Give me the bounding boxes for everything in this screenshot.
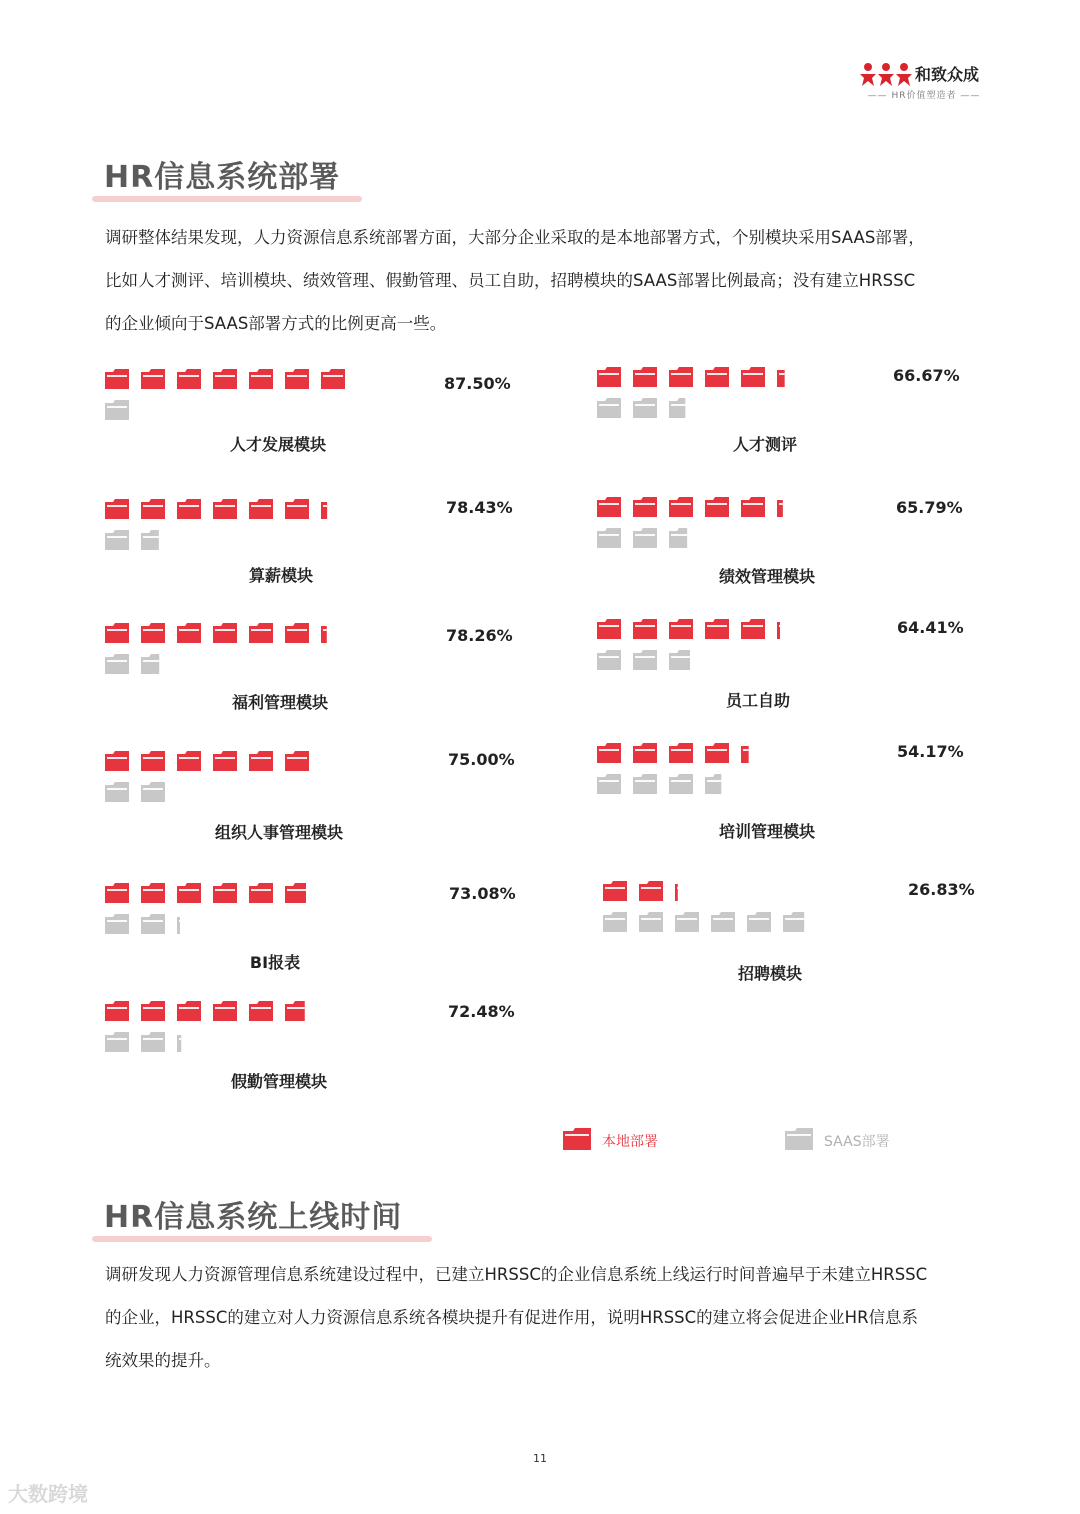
- module-label: BI报表: [249, 953, 301, 972]
- local-folder-icon: [248, 882, 274, 904]
- brand-tagline: —— HR价值塑造者 ——: [867, 91, 981, 101]
- section-title-underline: [92, 1236, 432, 1242]
- local-folder-icon: [212, 622, 238, 644]
- module-percentage: 66.67%: [893, 366, 960, 385]
- local-folder-icon: [704, 496, 730, 518]
- paragraph-line: 比如人才测评、培训模块、绩效管理、假勤管理、员工自助，招聘模块的SAAS部署比例最高；没有建立HRSSC: [105, 271, 916, 290]
- local-folder-icon: [668, 496, 694, 518]
- local-folder-icon: [740, 366, 766, 388]
- saas-folder-icon: [140, 529, 166, 551]
- module-percentage: 26.83%: [908, 880, 975, 899]
- watermark: 大数跨境: [8, 1482, 88, 1506]
- local-folder-icon: [284, 750, 310, 772]
- saas-folder-icon: [104, 529, 130, 551]
- module-label: 招聘模块: [737, 964, 802, 983]
- saas-folder-icon: [632, 649, 658, 671]
- saas-folder-icon: [104, 653, 130, 675]
- local-folder-icon: [320, 622, 346, 644]
- module-label: 人才测评: [732, 435, 797, 454]
- saas-folder-icon: [104, 913, 130, 935]
- local-folder-icon: [704, 366, 730, 388]
- local-folder-icon: [212, 1000, 238, 1022]
- saas-folder-icon: [668, 527, 694, 549]
- brand-logo: [860, 60, 990, 104]
- local-folder-icon: [212, 750, 238, 772]
- module-percentage: 65.79%: [896, 498, 963, 517]
- local-folder-icon: [320, 498, 346, 520]
- module-label: 福利管理模块: [231, 693, 328, 712]
- saas-folder-icon: [638, 911, 664, 933]
- local-folder-icon: [104, 622, 130, 644]
- local-folder-icon: [212, 882, 238, 904]
- local-folder-icon: [674, 880, 700, 902]
- local-folder-icon: [104, 1000, 130, 1022]
- module-percentage: 78.26%: [446, 626, 513, 645]
- module-label: 算薪模块: [248, 566, 313, 585]
- local-folder-icon: [104, 750, 130, 772]
- local-folder-icon: [140, 1000, 166, 1022]
- module-percentage: 73.08%: [449, 884, 516, 903]
- local-folder-icon: [596, 742, 622, 764]
- local-folder-icon: [284, 498, 310, 520]
- local-folder-icon: [248, 368, 274, 390]
- local-folder-icon: [140, 750, 166, 772]
- go-live-paragraph: [105, 1253, 980, 1382]
- module-percentage: 87.50%: [444, 374, 511, 393]
- local-folder-icon: [632, 496, 658, 518]
- local-folder-icon: [104, 498, 130, 520]
- module-percentage: 78.43%: [446, 498, 513, 517]
- local-folder-icon: [632, 742, 658, 764]
- legend-local-folder-icon: [562, 1127, 592, 1151]
- paragraph-line: 调研发现人力资源管理信息系统建设过程中，已建立HRSSC的企业信息系统上线运行时间普遍早于未建立HRSSC: [105, 1265, 928, 1284]
- local-folder-icon: [104, 882, 130, 904]
- saas-folder-icon: [176, 1031, 202, 1053]
- local-folder-icon: [740, 618, 766, 640]
- section-title-go-live: HR信息系统上线时间: [104, 1200, 403, 1235]
- paragraph-line: 调研整体结果发现，人力资源信息系统部署方面，大部分企业采取的是本地部署方式，个别模块采用SAAS部署，: [105, 228, 925, 247]
- local-folder-icon: [176, 498, 202, 520]
- module-percentage: 54.17%: [897, 742, 964, 761]
- module-label: 组织人事管理模块: [214, 823, 343, 842]
- local-folder-icon: [740, 742, 766, 764]
- local-folder-icon: [704, 742, 730, 764]
- paragraph-line: 的企业，HRSSC的建立对人力资源信息系统各模块提升有促进作用，说明HRSSC的建立将会促进企业HR信息系: [105, 1308, 919, 1327]
- paragraph-line: 的企业倾向于SAAS部署方式的比例更高一些。: [105, 314, 447, 333]
- module-label: 培训管理模块: [718, 822, 815, 841]
- local-folder-icon: [602, 880, 628, 902]
- saas-folder-icon: [632, 773, 658, 795]
- local-folder-icon: [668, 742, 694, 764]
- local-folder-icon: [632, 366, 658, 388]
- local-folder-icon: [212, 498, 238, 520]
- page-number: 11: [533, 1452, 547, 1465]
- module-label: 假勤管理模块: [230, 1072, 327, 1091]
- saas-folder-icon: [104, 1031, 130, 1053]
- saas-folder-icon: [668, 773, 694, 795]
- saas-folder-icon: [668, 649, 694, 671]
- local-folder-icon: [776, 618, 802, 640]
- legend-saas-label: SAAS部署: [824, 1134, 890, 1150]
- local-folder-icon: [176, 750, 202, 772]
- local-folder-icon: [668, 618, 694, 640]
- local-folder-icon: [776, 496, 802, 518]
- local-folder-icon: [176, 622, 202, 644]
- local-folder-icon: [248, 750, 274, 772]
- local-folder-icon: [176, 1000, 202, 1022]
- deployment-paragraph: [105, 216, 980, 345]
- saas-folder-icon: [632, 397, 658, 419]
- local-folder-icon: [176, 368, 202, 390]
- local-folder-icon: [248, 498, 274, 520]
- saas-folder-icon: [782, 911, 808, 933]
- section-title-underline: [92, 196, 362, 202]
- saas-folder-icon: [596, 397, 622, 419]
- local-folder-icon: [740, 496, 766, 518]
- saas-folder-icon: [140, 653, 166, 675]
- saas-folder-icon: [104, 399, 130, 421]
- saas-folder-icon: [668, 397, 694, 419]
- local-folder-icon: [140, 498, 166, 520]
- local-folder-icon: [284, 368, 310, 390]
- local-folder-icon: [320, 368, 346, 390]
- saas-folder-icon: [140, 913, 166, 935]
- saas-folder-icon: [140, 1031, 166, 1053]
- saas-folder-icon: [704, 773, 730, 795]
- local-folder-icon: [212, 368, 238, 390]
- local-folder-icon: [668, 366, 694, 388]
- local-folder-icon: [176, 882, 202, 904]
- module-percentage: 64.41%: [897, 618, 964, 637]
- section-title-deployment: HR信息系统部署: [104, 160, 341, 195]
- module-label: 人才发展模块: [229, 435, 326, 454]
- local-folder-icon: [284, 882, 310, 904]
- saas-folder-icon: [140, 781, 166, 803]
- saas-folder-icon: [746, 911, 772, 933]
- paragraph-line: 统效果的提升。: [105, 1351, 221, 1370]
- local-folder-icon: [596, 618, 622, 640]
- saas-folder-icon: [596, 773, 622, 795]
- saas-folder-icon: [596, 527, 622, 549]
- module-percentage: 75.00%: [448, 750, 515, 769]
- module-label: 绩效管理模块: [718, 567, 815, 586]
- local-folder-icon: [284, 622, 310, 644]
- module-label: 员工自助: [725, 691, 790, 710]
- chart-legend: [562, 1125, 902, 1153]
- local-folder-icon: [776, 366, 802, 388]
- saas-folder-icon: [602, 911, 628, 933]
- local-folder-icon: [248, 622, 274, 644]
- saas-folder-icon: [674, 911, 700, 933]
- local-folder-icon: [140, 368, 166, 390]
- local-folder-icon: [140, 882, 166, 904]
- local-folder-icon: [248, 1000, 274, 1022]
- saas-folder-icon: [176, 913, 202, 935]
- saas-folder-icon: [596, 649, 622, 671]
- legend-local-label: 本地部署: [602, 1134, 658, 1150]
- brand-name: 和致众成: [915, 65, 980, 84]
- saas-folder-icon: [104, 781, 130, 803]
- local-folder-icon: [704, 618, 730, 640]
- module-percentage: 72.48%: [448, 1002, 515, 1021]
- local-folder-icon: [104, 368, 130, 390]
- three-people-logo-icon: [860, 62, 912, 86]
- local-folder-icon: [596, 366, 622, 388]
- local-folder-icon: [632, 618, 658, 640]
- saas-folder-icon: [632, 527, 658, 549]
- local-folder-icon: [140, 622, 166, 644]
- saas-folder-icon: [710, 911, 736, 933]
- local-folder-icon: [284, 1000, 310, 1022]
- local-folder-icon: [638, 880, 664, 902]
- legend-saas-folder-icon: [784, 1127, 814, 1151]
- local-folder-icon: [596, 496, 622, 518]
